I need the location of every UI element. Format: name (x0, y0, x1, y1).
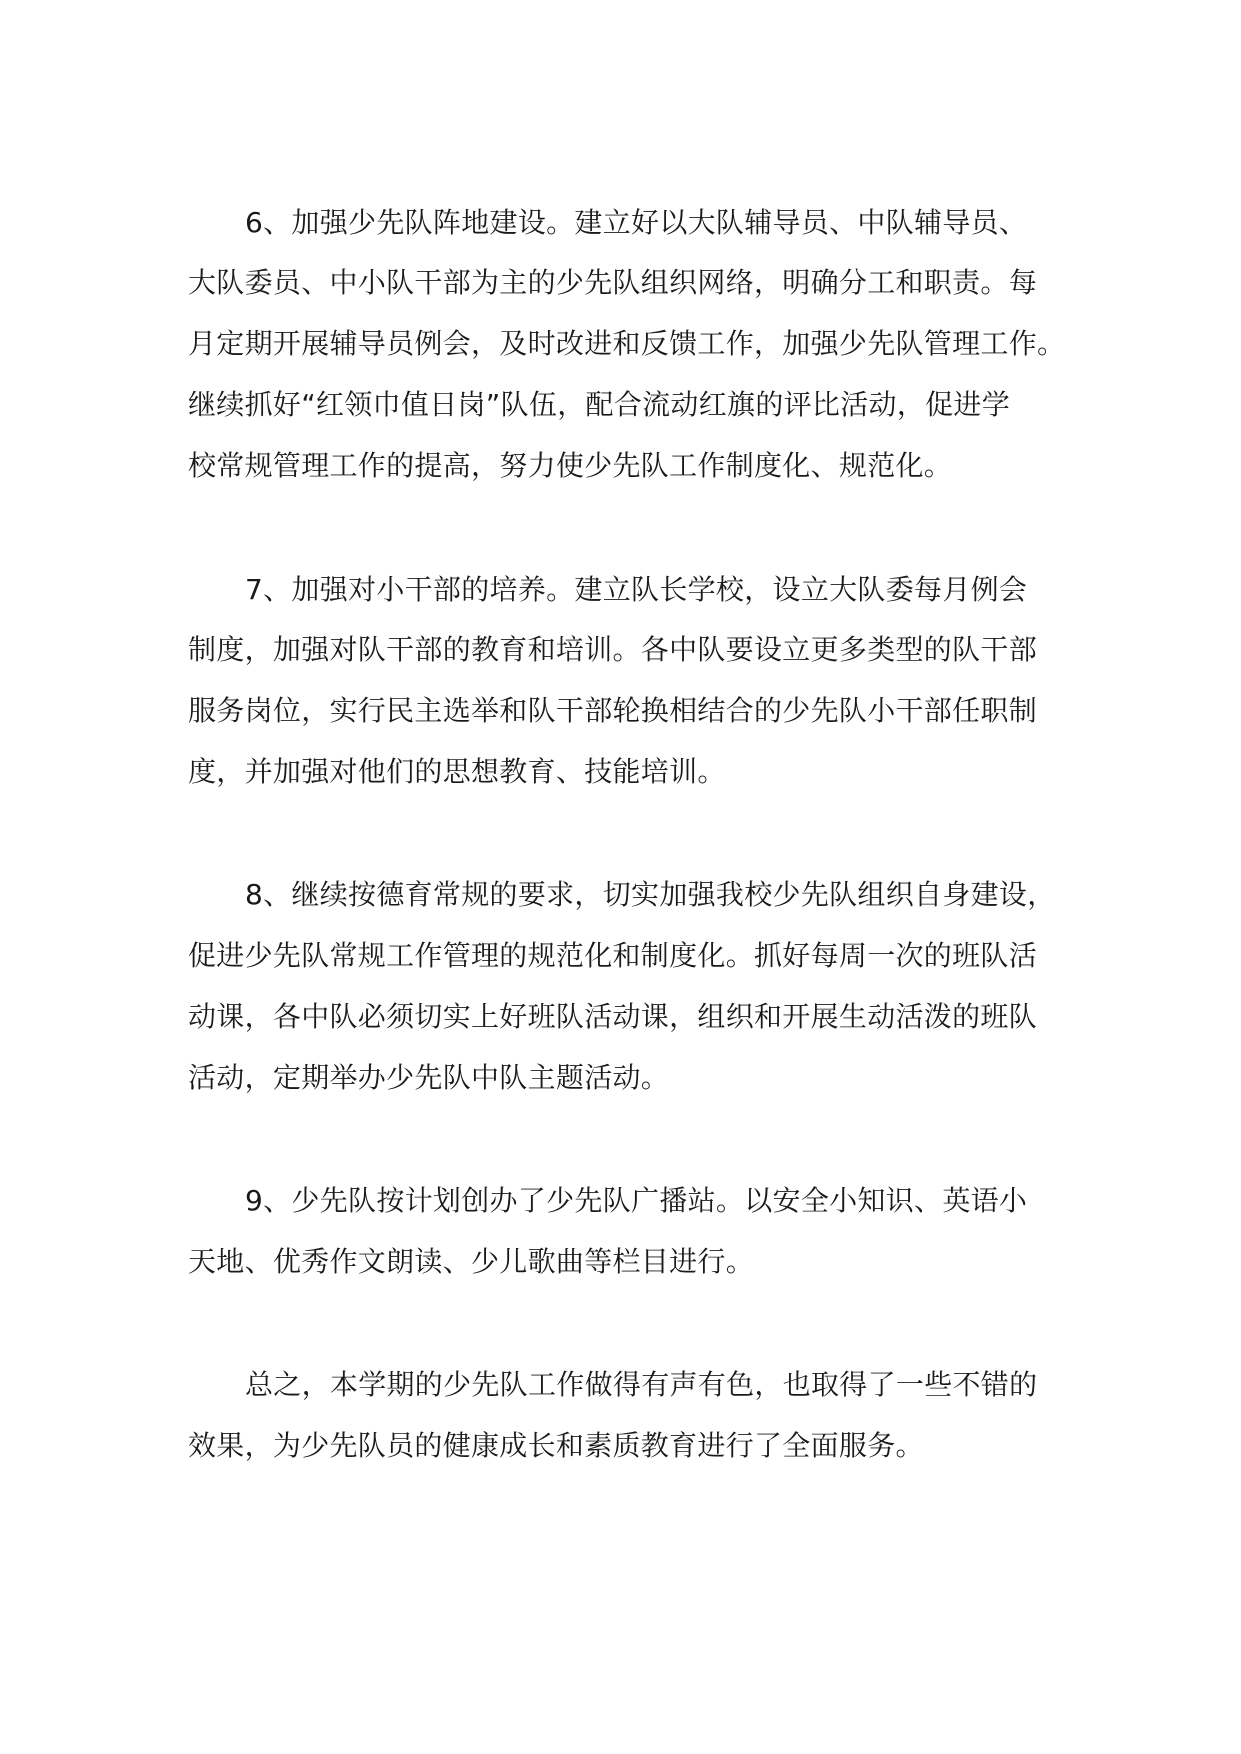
paragraph-line: 7、加强对小干部的培养。建立队长学校，设立大队委每月例会 (245, 573, 1028, 606)
paragraph-line: 活动，定期举办少先队中队主题活动。 (188, 1061, 670, 1094)
paragraph-line: 天地、优秀作文朗读、少儿歌曲等栏目进行。 (188, 1245, 755, 1278)
paragraph-line: 大队委员、中小队干部为主的少先队组织网络，明确分工和职责。每 (188, 266, 1038, 299)
paragraph-line: 制度，加强对队干部的教育和培训。各中队要设立更多类型的队干部 (188, 633, 1038, 666)
paragraph-line: 动课，各中队必须切实上好班队活动课，组织和开展生动活泼的班队 (188, 1000, 1038, 1033)
paragraph-line: 继续抓好“红领巾值日岗”队伍，配合流动红旗的评比活动，促进学 (188, 388, 1011, 421)
paragraph-line: 度，并加强对他们的思想教育、技能培训。 (188, 755, 726, 788)
paragraph-line: 促进少先队常规工作管理的规范化和制度化。抓好每周一次的班队活 (188, 939, 1038, 972)
paragraph-line: 8、继续按德育常规的要求，切实加强我校少先队组织自身建设， (245, 878, 1056, 911)
paragraph-line: 效果，为少先队员的健康成长和素质教育进行了全面服务。 (188, 1429, 924, 1462)
paragraph-line: 月定期开展辅导员例会，及时改进和反馈工作，加强少先队管理工作。 (188, 327, 1066, 360)
paragraph-line: 9、少先队按计划创办了少先队广播站。以安全小知识、英语小 (245, 1184, 1028, 1217)
paragraph-line: 服务岗位，实行民主选举和队干部轮换相结合的少先队小干部任职制 (188, 694, 1038, 727)
paragraph-line: 校常规管理工作的提高，努力使少先队工作制度化、规范化。 (188, 449, 953, 482)
paragraph-line: 6、加强少先队阵地建设。建立好以大队辅导员、中队辅导员、 (245, 206, 1028, 239)
paragraph-line: 总之，本学期的少先队工作做得有声有色，也取得了一些不错的 (245, 1368, 1038, 1401)
